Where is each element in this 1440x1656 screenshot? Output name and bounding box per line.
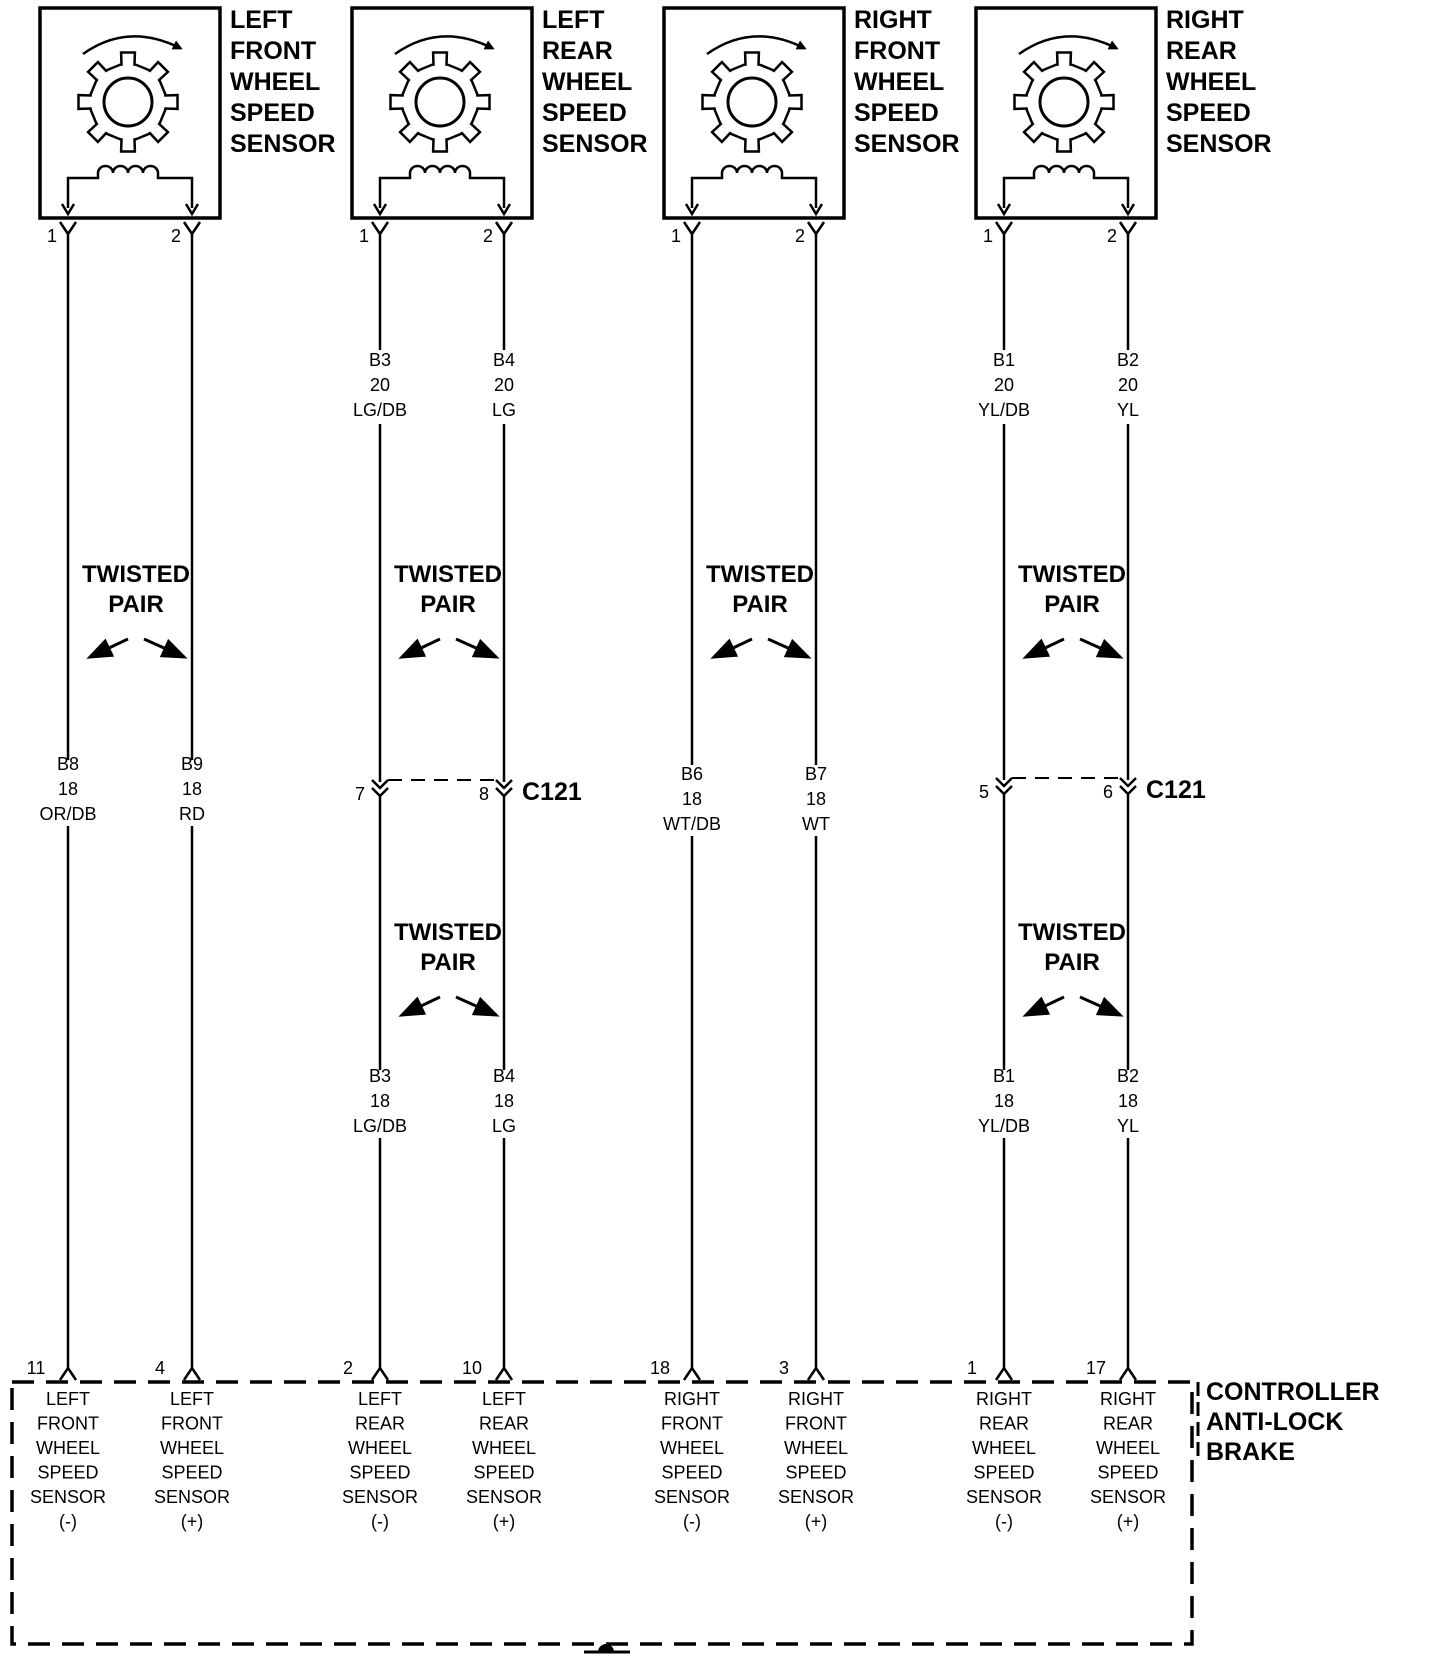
controller-pin-number: 18 [649,1358,671,1378]
wire-label-circuit: B4 [492,1066,516,1086]
controller-pin-label-line: SENSOR [653,1487,731,1507]
wire-label-circuit: B4 [492,350,516,370]
wire-label-color: RD [179,804,205,824]
sensor-name-line: SENSOR [230,130,336,158]
gear-icon [79,53,178,152]
controller-pin-label-line: FRONT [37,1413,99,1434]
controller-pin-label-line: FRONT [661,1413,723,1434]
sensor-name-line: SENSOR [854,130,960,158]
controller-pin-number: 3 [778,1358,790,1378]
controller-pin-icon [684,1368,700,1380]
wire-label-color: LG [491,1116,517,1136]
controller-pin-label-line: SPEED [973,1462,1035,1483]
controller-pin-label-line: (+) [180,1511,204,1532]
twisted-pair-arrow-right [768,639,808,657]
wire-label-gauge: 18 [1117,1091,1139,1111]
controller-pin-label-line: RIGHT [788,1389,844,1409]
controller-pin-label-line: SENSOR [153,1487,231,1507]
connector-name: C121 [1146,776,1206,804]
controller-pin-label-line: WHEEL [971,1438,1037,1458]
controller-pin-label-line: (-) [995,1511,1013,1532]
twisted-pair-arrow-right [1080,997,1120,1015]
sensor-name-line: RIGHT [1166,6,1244,34]
controller-pin-label-line: (-) [371,1511,389,1532]
controller-name-line: BRAKE [1206,1438,1295,1466]
controller-pin-label-line: SPEED [1097,1462,1159,1483]
controller-pin-label-line: SPEED [349,1462,411,1483]
twisted-pair-label: TWISTED [394,561,502,588]
controller-pin-label-line: WHEEL [347,1438,413,1458]
sensor-name-line: WHEEL [1166,68,1257,96]
gear-hub-icon [416,78,464,126]
controller-pin-label-line: RIGHT [1100,1389,1156,1409]
wire-label-color: YL/DB [977,1116,1031,1136]
wire-label-gauge: 18 [681,789,703,809]
coil-icon [68,166,192,208]
wire-label-color: OR/DB [39,804,97,824]
controller-pin-label-line: WHEEL [159,1438,225,1458]
controller-pin-label-line: LEFT [45,1389,91,1409]
controller-pin-icon [1120,1368,1136,1380]
wire-label-color: WT/DB [663,814,721,834]
controller-pin-label-line: REAR [354,1413,406,1434]
sensor-name-line: WHEEL [230,68,321,96]
controller-pin-label-line: SENSOR [341,1487,419,1507]
sensor-pin-number: 2 [794,226,806,246]
controller-pin-number: 11 [26,1358,46,1378]
sensor-pin-number: 1 [358,226,370,246]
controller-pin-icon [808,1368,824,1380]
controller-pin-label-line: WHEEL [1095,1438,1161,1458]
twisted-pair-arrow-left [714,639,752,657]
wire-label-color: LG/DB [352,400,408,420]
controller-pin-label-line: SPEED [37,1462,99,1483]
sensor-name-line: FRONT [230,37,317,65]
controller-pin-label-line: SENSOR [1089,1487,1167,1507]
wire-label-circuit: B2 [1116,350,1140,370]
controller-pin-label-line: FRONT [785,1413,847,1434]
gear-icon [1015,53,1114,152]
twisted-pair-arrow-left [402,639,440,657]
wire-label-gauge: 18 [993,1091,1015,1111]
sensor-name-line: REAR [542,37,613,65]
twisted-pair-arrow-right [456,997,496,1015]
controller-pin-label-line: WHEEL [471,1438,537,1458]
controller-pin-label-line: REAR [1102,1413,1154,1434]
connector-pin-number: 7 [354,784,366,804]
sensor-name-line: LEFT [230,6,293,34]
wire-label-color: LG [491,400,517,420]
sensor-3 [664,8,844,234]
sensor-name-line: SPEED [542,99,627,127]
wire-label-circuit: B7 [804,764,828,784]
wire-label-circuit: B2 [1116,1066,1140,1086]
sensor-name-line: SPEED [230,99,315,127]
wire-label-circuit: B8 [56,754,80,774]
connector-name: C121 [522,778,582,806]
twisted-pair-label: TWISTED [706,561,814,588]
sensor-1 [40,8,220,234]
controller-pin-label-line: WHEEL [659,1438,725,1458]
sensor-name-line: REAR [1166,37,1237,65]
twisted-pair-label: PAIR [1044,591,1100,618]
wire-label-gauge: 18 [57,779,79,799]
coil-icon [692,166,816,208]
connector-pin-icon [808,222,824,234]
sensor-pin-number: 1 [670,226,682,246]
twisted-pair-label: PAIR [732,591,788,618]
wire-label-circuit: B6 [680,764,704,784]
gear-icon [703,53,802,152]
controller-pin-number: 2 [342,1358,354,1378]
controller-pin-label-line: (-) [59,1511,77,1532]
controller-pin-label-line: SENSOR [965,1487,1043,1507]
controller-pin-icon [496,1368,512,1380]
controller-pin-label-line: REAR [978,1413,1030,1434]
connector-pin-number: 8 [478,784,490,804]
twisted-pair-arrow-left [90,639,128,657]
wire-label-circuit: B1 [992,350,1016,370]
wire-label-gauge: 20 [493,375,515,395]
sensor-name-line: WHEEL [542,68,633,96]
wire-label-gauge: 20 [369,375,391,395]
coil-icon [1004,166,1128,208]
wire-label-gauge: 18 [369,1091,391,1111]
twisted-pair-arrow-right [1080,639,1120,657]
sensor-name-line: SPEED [1166,99,1251,127]
sensor-pin-number: 1 [46,226,58,246]
controller-pin-label-line: (+) [492,1511,516,1532]
twisted-pair-label: TWISTED [82,561,190,588]
controller-pin-icon [60,1368,76,1380]
controller-pin-label-line: WHEEL [783,1438,849,1458]
sensor-pin-number: 1 [982,226,994,246]
wire-label-color: YL/DB [977,400,1031,420]
controller-pin-label-line: SENSOR [777,1487,855,1507]
controller-pin-label-line: SPEED [161,1462,223,1483]
sensor-name-line: LEFT [542,6,605,34]
twisted-pair-label: PAIR [420,949,476,976]
controller-pin-icon [372,1368,388,1380]
sensor-name-line: SENSOR [542,130,648,158]
twisted-pair-label: PAIR [1044,949,1100,976]
connector-pin-number: 5 [978,782,990,802]
twisted-pair-arrow-right [144,639,184,657]
sensor-name-line: RIGHT [854,6,932,34]
wire-label-gauge: 18 [181,779,203,799]
gear-hub-icon [104,78,152,126]
controller-pin-number: 1 [966,1358,978,1378]
twisted-pair-label: TWISTED [1018,561,1126,588]
controller-pin-label-line: RIGHT [664,1389,720,1409]
controller-pin-label-line: LEFT [481,1389,527,1409]
sensor-2 [352,8,532,234]
gear-hub-icon [1040,78,1088,126]
sensor-name-line: SPEED [854,99,939,127]
controller-pin-label-line: LEFT [169,1389,215,1409]
controller-pin-label-line: WHEEL [35,1438,101,1458]
twisted-pair-label: TWISTED [394,919,502,946]
connector-pin-icon [184,222,200,234]
controller-name-line: CONTROLLER [1206,1378,1380,1406]
controller-pin-label-line: (+) [1116,1511,1140,1532]
sensor-name-line: WHEEL [854,68,945,96]
sensor-pin-number: 2 [1106,226,1118,246]
controller-pin-label-line: SPEED [661,1462,723,1483]
controller-pin-number: 17 [1085,1358,1107,1378]
controller-pin-icon [184,1368,200,1380]
controller-pin-label-line: LEFT [357,1389,403,1409]
controller-pin-number: 10 [461,1358,483,1378]
controller-pin-label-line: REAR [478,1413,530,1434]
wire-label-color: WT [802,814,830,834]
controller-pin-label-line: SENSOR [465,1487,543,1507]
wire-label-gauge: 20 [1117,375,1139,395]
controller-pin-label-line: (-) [683,1511,701,1532]
controller-pin-label-line: SENSOR [29,1487,107,1507]
twisted-pair-label: PAIR [420,591,476,618]
controller-pin-label-line: RIGHT [976,1389,1032,1409]
wire-label-color: LG/DB [352,1116,408,1136]
gear-icon [391,53,490,152]
sensor-4 [976,8,1156,234]
wire-label-gauge: 20 [993,375,1015,395]
wire-label-circuit: B9 [180,754,204,774]
controller-abs [12,1368,1198,1652]
controller-pin-label-line: SPEED [785,1462,847,1483]
sensor-name-line: SENSOR [1166,130,1272,158]
sensor-pin-number: 2 [170,226,182,246]
sensor-name-line: FRONT [854,37,941,65]
connector-pin-icon [996,222,1012,234]
controller-pin-label-line: SPEED [473,1462,535,1483]
connector-pin-number: 6 [1102,782,1114,802]
connector-pin-icon [684,222,700,234]
controller-pin-label-line: (+) [804,1511,828,1532]
controller-name-line: ANTI-LOCK [1206,1408,1344,1436]
twisted-pair-label: TWISTED [1018,919,1126,946]
connector-pin-icon [496,222,512,234]
wire-label-color: YL [1116,400,1140,420]
twisted-pair-arrow-left [1026,997,1064,1015]
twisted-pair-arrow-left [1026,639,1064,657]
wire-label-circuit: B1 [992,1066,1016,1086]
twisted-pair-label: PAIR [108,591,164,618]
wire-label-color: YL [1116,1116,1140,1136]
wire-label-circuit: B3 [368,350,392,370]
controller-pin-icon [996,1368,1012,1380]
connector-pin-icon [1120,222,1136,234]
connector-pin-icon [60,222,76,234]
wire-label-gauge: 18 [493,1091,515,1111]
controller-pin-label-line: FRONT [161,1413,223,1434]
wire-label-circuit: B3 [368,1066,392,1086]
controller-pin-number: 4 [154,1358,166,1378]
sensor-pin-number: 2 [482,226,494,246]
coil-icon [380,166,504,208]
twisted-pair-arrow-left [402,997,440,1015]
twisted-pair-arrow-right [456,639,496,657]
gear-hub-icon [728,78,776,126]
wire-label-gauge: 18 [805,789,827,809]
connector-pin-icon [372,222,388,234]
